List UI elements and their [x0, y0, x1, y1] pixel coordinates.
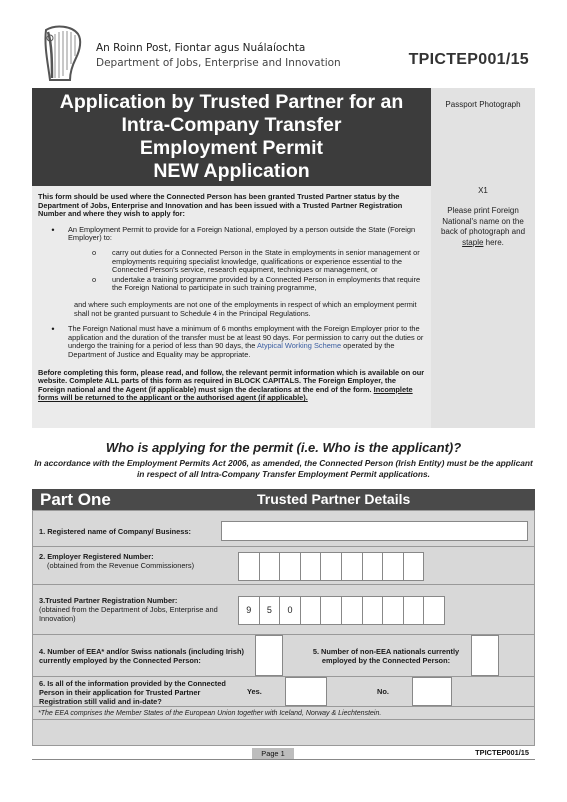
intro-bullet	[38, 325, 425, 359]
label-text: 6. Is all of the information provided by the Connected Person in their application for Trusted Partner Registration still valid and in-date?	[39, 679, 226, 706]
intro-closing	[38, 369, 425, 403]
employer-number-label	[39, 553, 194, 571]
closing-text: Before completing this form, please read, and follow, the relevant permit information which is available on our website. Complete ALL parts of this form as required in BLOCK CAPITALS. The Foreign Employer, the Foreign national and the Agent (if applicable) must sign the declarations at the end of the form.	[38, 367, 425, 394]
circle-bullet-icon: o	[92, 247, 97, 257]
field-row-info-valid	[33, 677, 534, 707]
bullet-text	[68, 325, 425, 359]
title-line: Application by Trusted Partner for an	[59, 91, 404, 113]
label-subtext: (obtained from the Revenue Commissioners)	[47, 560, 195, 570]
company-name-input[interactable]	[221, 521, 528, 541]
photo-count: X1	[478, 186, 488, 195]
label-text: 2. Employer Registered Number:	[39, 552, 154, 561]
label-text: 4. Number of EEA* and/or Swiss nationals (including Irish) currently employed by the Connected Person:	[39, 647, 244, 665]
digit-cell[interactable]	[300, 596, 322, 625]
digit-cell[interactable]	[382, 552, 404, 581]
info-valid-label	[39, 680, 239, 706]
digit-cell[interactable]	[423, 596, 445, 625]
company-name-label	[39, 528, 191, 537]
digit-cell[interactable]	[320, 596, 342, 625]
footnote-divider	[33, 719, 534, 720]
digit-cell[interactable]	[341, 596, 363, 625]
closing-warning: Incomplete forms will be returned to the applicant or the authorised agent (if applicable).	[38, 384, 413, 403]
applicant-question: Who is applying for the permit (i.e. Who is the applicant)?	[105, 440, 462, 455]
part-title: Trusted Partner Details	[257, 491, 411, 507]
part-label: Part One	[40, 490, 111, 509]
bullet-text: An Employment Permit to provide for a Foreign National, employed by a person outside the State (Foreign Employer) to:	[68, 224, 416, 243]
applicant-explanation: In accordance with the Employment Permits Act 2006, as amended, the Connected Person (Irish Entity) must be the applicant in respect of all Intra-Company Transfer Employment Permit applications.	[34, 458, 533, 479]
digit-cell[interactable]: 9	[238, 596, 260, 625]
sub-item-text: undertake a training programme provided by a Connected Person in employments that require the Foreign National to participate in such training programme,	[112, 274, 421, 293]
photo-note-text: Please print Foreign National's name on the back of photograph and	[440, 206, 526, 236]
digit-cell[interactable]	[279, 552, 301, 581]
digit-cell[interactable]	[362, 552, 384, 581]
harp-logo	[36, 24, 84, 84]
label-text: Yes.	[247, 687, 262, 696]
form-title	[32, 88, 431, 186]
part-one-header	[32, 489, 535, 510]
digit-cell[interactable]	[362, 596, 384, 625]
label-text: 1. Registered name of Company/ Business:	[39, 527, 191, 536]
digit-cell[interactable]	[259, 552, 281, 581]
digit-cell[interactable]: 0	[279, 596, 301, 625]
sub-item-text: carry out duties for a Connected Person in the State in employments in senior management or employments requiring specialist knowledge, qualifications or experience essential to the Connected Person's service, research equipment, techniques or management, or	[112, 247, 420, 275]
digit-cell[interactable]: 5	[259, 596, 281, 625]
label-subtext: (obtained from the Department of Jobs, Enterprise and Innovation)	[39, 604, 218, 623]
non-eea-nationals-label	[301, 648, 471, 666]
digit-cell[interactable]	[403, 552, 425, 581]
intro-sub-item	[92, 249, 425, 275]
field-row-trusted-partner-number	[33, 585, 534, 635]
circle-bullet-icon: o	[92, 274, 97, 284]
photo-note-underlined: staple	[462, 237, 484, 247]
label-text: 3.Trusted Partner Registration Number:	[39, 596, 178, 605]
department-name-english: Department of Jobs, Enterprise and Innovation	[96, 57, 341, 69]
no-checkbox[interactable]	[412, 677, 452, 706]
photo-label: Passport Photograph	[445, 100, 521, 109]
label-text: 5. Number of non-EEA nationals currently employed by the Connected Person:	[312, 647, 460, 665]
photo-instructions	[437, 206, 529, 248]
eea-nationals-label	[39, 648, 251, 666]
bullet-text-part: operated by the Department of Justice and Equality may be appropriate.	[68, 341, 395, 359]
trusted-partner-number-cells	[238, 596, 444, 625]
title-line: NEW Application	[153, 160, 310, 182]
no-label	[377, 688, 389, 697]
title-line: Employment Permit	[139, 137, 324, 159]
bullet-icon: •	[51, 324, 55, 335]
yes-label	[247, 688, 262, 697]
digit-cell[interactable]	[320, 552, 342, 581]
yes-checkbox[interactable]	[285, 677, 327, 706]
footer-divider	[32, 759, 535, 760]
introduction-panel	[32, 186, 431, 428]
footer-form-reference: TPICTEP001/15	[475, 748, 529, 757]
atypical-working-scheme-link[interactable]: Atypical Working Scheme	[257, 341, 342, 351]
passport-photo-box	[431, 88, 535, 428]
digit-cell[interactable]	[300, 552, 322, 581]
eea-nationals-input[interactable]	[255, 635, 283, 676]
digit-cell[interactable]	[238, 552, 260, 581]
intro-bullet	[38, 226, 425, 243]
non-eea-nationals-input[interactable]	[471, 635, 499, 676]
page-number: Page 1	[252, 748, 294, 759]
applicant-section	[32, 440, 535, 479]
form-reference: TPICTEP001/15	[408, 51, 529, 68]
digit-cell[interactable]	[403, 596, 425, 625]
trusted-partner-number-label	[39, 597, 234, 623]
digit-cell[interactable]	[341, 552, 363, 581]
trusted-partner-form	[32, 510, 535, 746]
bullet-continuation: and where such employments are not one of the employments in respect of which an employment permit shall not be granted pursuant to Schedule 4 in the Principal Regulations.	[74, 299, 417, 318]
intro-lead: This form should be used where the Connected Person has been granted Trusted Partner status by the Department of Jobs, Enterprise and Innovation and has been issued with a Trusted Partner Registration Number and where they wish to apply for:	[38, 192, 403, 219]
employer-number-cells	[238, 552, 423, 581]
eea-footnote: *The EEA comprises the Member States of the European Union together with Iceland, Norway & Liechtenstein.	[38, 710, 382, 717]
digit-cell[interactable]	[382, 596, 404, 625]
department-name-irish: An Roinn Post, Fiontar agus Nuálaíochta	[96, 42, 306, 54]
intro-sub-item	[92, 276, 425, 293]
field-row-employer-number	[33, 547, 534, 585]
title-line: Intra-Company Transfer	[121, 114, 342, 136]
bullet-text-part: The Foreign National must have a minimum of 6 months employment with the Foreign Employer prior to the application and the duration of the transfer must be at least 90 days. For permission to carry out the duties or undergo the training for a period of less than 90 days, the	[68, 324, 424, 351]
photo-note-text: here.	[483, 237, 504, 247]
field-row-nationals	[33, 635, 534, 677]
label-text: No.	[377, 687, 389, 696]
field-row-company-name	[33, 511, 534, 547]
bullet-icon: •	[51, 224, 55, 235]
